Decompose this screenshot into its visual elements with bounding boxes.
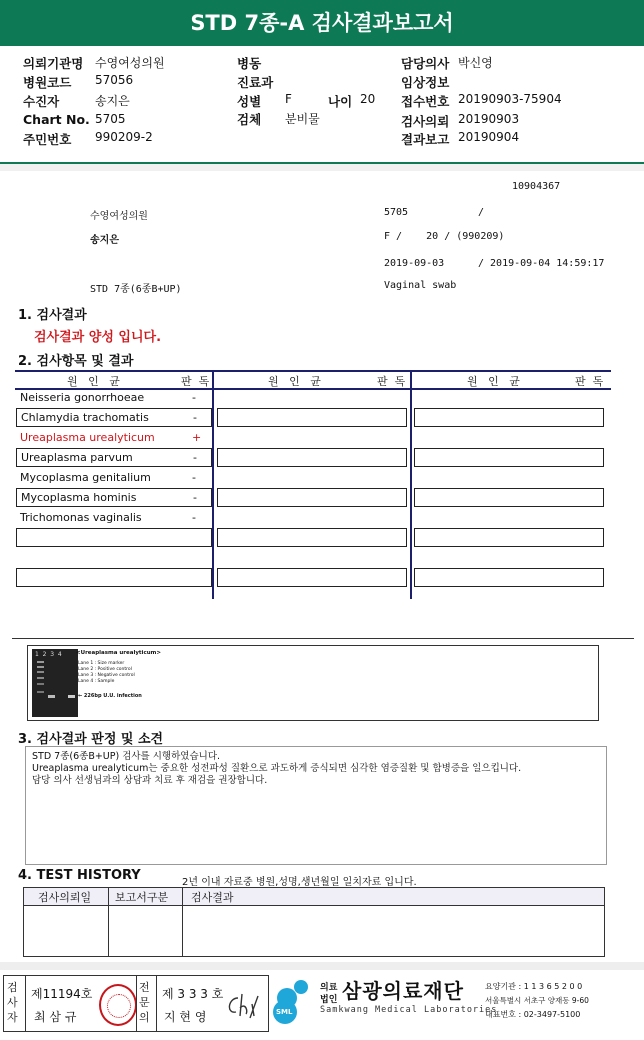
result-row-empty — [217, 568, 407, 587]
results-column-2 — [217, 389, 407, 589]
section-items-heading: 2. 검사항목 및 결과 — [18, 354, 134, 369]
doctor-label: 담당의사 — [401, 56, 450, 71]
org-prefix-1: 의료 — [320, 983, 338, 993]
section-opinion-heading: 3. 검사결과 판정 및 소견 — [18, 732, 164, 747]
col-judge-1: 판 독 — [181, 375, 210, 388]
sex-value: F — [285, 92, 292, 106]
examiner-vertical-label: 검사자 — [7, 981, 18, 1024]
result-row-empty — [16, 568, 212, 587]
hospital-code-value: 57056 — [95, 73, 134, 87]
pathogen-name: Ureaplasma parvum — [21, 451, 133, 464]
result-row-empty — [414, 568, 604, 587]
header-shadow — [0, 164, 644, 171]
pathogen-name: Mycoplasma hominis — [21, 491, 137, 504]
result-row-empty — [217, 408, 407, 427]
info-test-name: STD 7종(6종B+UP) — [90, 284, 182, 295]
history-col-date: 검사의뢰일 — [38, 891, 92, 904]
col-pathogen-3: 원 인 균 — [467, 375, 520, 388]
result-row-empty — [414, 549, 604, 566]
pathogen-name: Chlamydia trachomatis — [21, 411, 149, 424]
result-row-empty — [414, 488, 604, 507]
section-result-heading: 1. 검사결과 — [18, 308, 87, 323]
gel-band — [68, 695, 75, 698]
gel-legend-2: Lane 2 : Positive control — [78, 667, 132, 672]
rrn-value: 990209-2 — [95, 130, 153, 144]
history-divider — [108, 888, 109, 956]
info-separator: / — [478, 207, 485, 218]
specialist-vertical-label: 전문의 — [139, 981, 150, 1024]
dept-label: 진료과 — [237, 75, 274, 90]
sml-logo-text: SML — [276, 1008, 293, 1016]
info-request-date: 2019-09-03 — [384, 258, 445, 269]
judge-value: - — [193, 451, 197, 464]
chart-value: 5705 — [95, 112, 126, 126]
info-name: 송지은 — [90, 235, 119, 246]
result-row-empty — [16, 528, 212, 547]
col-pathogen-2: 원 인 균 — [268, 375, 321, 388]
section-divider — [12, 638, 634, 639]
result-row-empty — [414, 469, 604, 486]
institution-value: 수영여성의원 — [95, 56, 165, 70]
result-row-empty — [414, 408, 604, 427]
sml-logo — [272, 976, 312, 1024]
history-table — [23, 887, 605, 957]
history-divider — [182, 888, 183, 956]
org-english-name: Samkwang Medical Laboratories — [320, 1005, 498, 1015]
gel-band — [37, 661, 44, 663]
age-value: 20 — [360, 92, 376, 106]
result-row-empty — [414, 389, 604, 406]
opinion-line: Ureaplasma urealyticum는 중요한 성전파성 질환으로 과도하게 증식되면 심각한 염증질환 및 합병증을 일으킵니다. — [32, 763, 522, 774]
result-row-empty — [217, 448, 407, 467]
result-row-empty — [414, 509, 604, 526]
info-report-datetime: / 2019-09-04 14:59:17 — [478, 258, 605, 269]
org-prefix-2: 법인 — [320, 995, 338, 1005]
gel-lane-numbers: 1 2 3 4 — [35, 651, 62, 658]
result-row-empty — [217, 488, 407, 507]
gel-image-panel — [27, 645, 599, 721]
pathogen-name: Neisseria gonorrhoeae — [20, 391, 145, 404]
report-title: STD 7종-A 검사결과보고서 — [0, 0, 644, 46]
gel-band — [37, 677, 44, 679]
result-row-empty — [414, 528, 604, 547]
history-col-type: 보고서구분 — [115, 891, 169, 904]
receipt-value: 20190903-75904 — [458, 92, 562, 106]
org-address: 서울특별시 서초구 양재동 9-60 — [485, 996, 589, 1005]
report-header — [0, 46, 644, 164]
results-column-1 — [16, 389, 212, 589]
result-row-empty — [217, 389, 407, 406]
signature-icon — [224, 990, 262, 1020]
request-date-label: 검사의뢰 — [401, 114, 450, 129]
result-row-empty — [414, 429, 604, 446]
judge-value: - — [192, 391, 196, 404]
examiner-license: 제11194호 — [31, 987, 93, 1001]
pathogen-name: Trichomonas vaginalis — [20, 511, 142, 524]
clinical-info-label: 임상정보 — [401, 75, 450, 90]
signature-box — [3, 975, 269, 1032]
receipt-label: 접수번호 — [401, 94, 450, 109]
result-row — [16, 509, 212, 526]
org-institution-code: 요양기관 : 1 1 3 6 5 2 0 0 — [485, 982, 583, 991]
gel-legend-4: Lane 4 : Sample — [78, 679, 115, 684]
history-col-result: 검사결과 — [191, 891, 234, 904]
examiner-seal-icon — [99, 984, 137, 1026]
results-table-header — [15, 370, 611, 390]
history-note: 2년 이내 자료중 병원,성명,생년월일 일치자료 입니다. — [182, 877, 417, 888]
request-date-value: 20190903 — [458, 112, 520, 126]
judge-value: - — [192, 511, 196, 524]
result-row — [16, 408, 212, 427]
patient-label: 수진자 — [23, 94, 60, 109]
result-row-empty — [217, 469, 407, 486]
result-row-empty — [217, 429, 407, 446]
gel-electrophoresis-image — [32, 649, 78, 717]
doctor-value: 박신영 — [458, 56, 493, 70]
org-phone: 대표번호 : 02-3497-5100 — [485, 1010, 581, 1019]
age-label: 나이 — [328, 94, 353, 109]
sex-label: 성별 — [237, 94, 262, 109]
gel-band — [37, 671, 44, 673]
result-row — [16, 488, 212, 507]
ward-label: 병동 — [237, 56, 262, 71]
footer-divider — [156, 976, 157, 1031]
judge-value: + — [192, 431, 202, 444]
col-judge-3: 판 독 — [575, 375, 604, 388]
gel-title: <Ureaplasma urealyticum> — [76, 650, 161, 656]
opinion-box — [25, 746, 607, 865]
specialist-license: 제 3 3 3 호 — [162, 987, 224, 1001]
result-row-empty — [16, 549, 212, 566]
info-specimen: Vaginal swab — [384, 280, 457, 291]
examiner-name: 최 삼 규 — [34, 1010, 77, 1024]
gel-band — [37, 666, 44, 668]
report-date-label: 결과보고 — [401, 132, 450, 147]
judge-value: - — [193, 411, 197, 424]
gel-band — [37, 683, 44, 685]
opinion-line: STD 7종(6종B+UP) 검사를 시행하였습니다. — [32, 751, 221, 762]
result-row — [16, 448, 212, 467]
rrn-label: 주민번호 — [23, 132, 72, 147]
opinion-line: 담당 의사 선생님과의 상담과 치료 후 재검을 권장합니다. — [32, 775, 268, 786]
section-history-heading: 4. TEST HISTORY — [18, 868, 141, 883]
report-id: 10904367 — [512, 181, 561, 192]
col-judge-2: 판 독 — [377, 375, 406, 388]
institution-label: 의뢰기관명 — [23, 56, 84, 71]
specimen-value: 분비물 — [285, 112, 320, 126]
gel-band — [48, 695, 55, 698]
info-chart: 5705 — [384, 207, 409, 218]
chart-label: Chart No. — [23, 112, 90, 127]
seal-inner-icon — [107, 994, 131, 1018]
pathogen-name: Ureaplasma urealyticum — [20, 431, 155, 444]
results-column-3 — [414, 389, 604, 589]
col-pathogen-1: 원 인 균 — [67, 375, 120, 388]
gel-legend-3: Lane 3 : Negative control — [78, 673, 135, 678]
result-row-positive — [16, 429, 212, 446]
result-row-empty — [217, 528, 407, 547]
sml-logo-icon — [272, 976, 312, 1024]
info-institution: 수영여성의원 — [90, 211, 148, 222]
footer-shadow — [0, 962, 644, 970]
result-row-empty — [217, 549, 407, 566]
result-positive-text: 검사결과 양성 입니다. — [34, 330, 162, 345]
hospital-code-label: 병원코드 — [23, 75, 72, 90]
report-date-value: 20190904 — [458, 130, 520, 144]
result-row — [16, 389, 212, 406]
org-name: 삼광의료재단 — [342, 979, 464, 1003]
result-row-empty — [217, 509, 407, 526]
judge-value: - — [192, 471, 196, 484]
footer-divider — [136, 976, 137, 1031]
pathogen-name: Mycoplasma genitalium — [20, 471, 151, 484]
gel-band-label: ← 226bp U.U. infection — [78, 693, 142, 699]
judge-value: - — [193, 491, 197, 504]
result-row — [16, 469, 212, 486]
patient-value: 송지은 — [95, 94, 130, 108]
table-divider — [212, 370, 214, 599]
info-sex-age: F / 20 / (990209) — [384, 231, 505, 242]
specimen-label: 검체 — [237, 112, 262, 127]
history-table-header — [24, 888, 604, 906]
table-divider — [410, 370, 412, 599]
specialist-name: 지 현 영 — [164, 1010, 207, 1024]
footer-divider — [25, 976, 26, 1031]
result-row-empty — [414, 448, 604, 467]
gel-band — [37, 691, 44, 693]
gel-legend-1: Lane 1 : Size marker — [78, 661, 125, 666]
